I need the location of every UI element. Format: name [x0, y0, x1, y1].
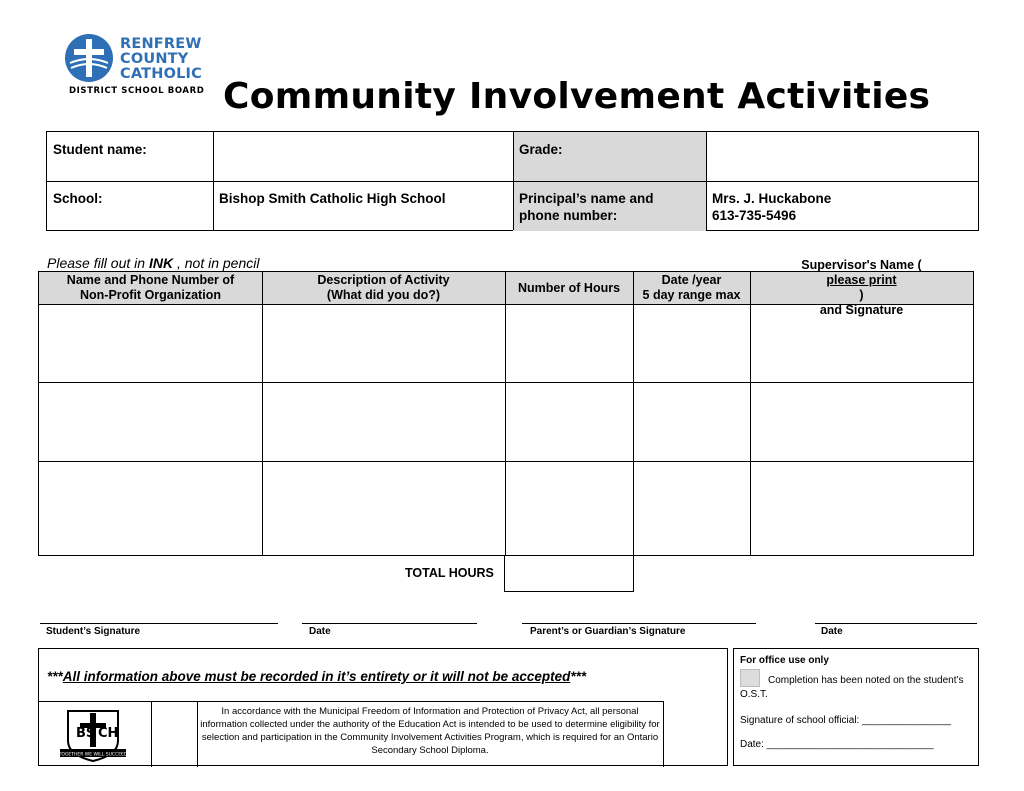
- logo-board-text: DISTRICT SCHOOL BOARD: [69, 86, 205, 96]
- total-hours-field[interactable]: [504, 555, 634, 592]
- parent-signature-label: Parent’s or Guardian’s Signature: [530, 626, 686, 637]
- total-hours-label: TOTAL HOURS: [405, 566, 494, 580]
- date-label-1: Date: [309, 626, 331, 637]
- ink-note-after: , not in pencil: [173, 255, 260, 271]
- parent-signature-line[interactable]: [522, 623, 756, 624]
- date-label-2: Date: [821, 626, 843, 637]
- principal-value: [706, 181, 978, 233]
- date-line-2[interactable]: [815, 623, 977, 624]
- activity-row-2-date-field[interactable]: [633, 382, 750, 461]
- grade-label-cell: [513, 132, 706, 181]
- notice-box: [38, 648, 728, 766]
- col-header-description-line-1: Description of Activity: [317, 273, 450, 287]
- activity-row-3-supervisor-field[interactable]: [750, 461, 973, 555]
- warning-suffix: ***: [570, 669, 587, 684]
- student-name-label: Student name:: [53, 142, 147, 157]
- col-header-supervisor: [750, 258, 973, 317]
- col-header-supervisor-line-2: and Signature: [819, 303, 904, 317]
- svg-text:BS: BS: [76, 726, 96, 741]
- official-signature-line: Signature of school official: ________________: [740, 715, 952, 726]
- office-use-title: For office use only: [740, 655, 829, 666]
- activity-row-1-organization-field[interactable]: [39, 306, 262, 382]
- principal-label-line-2: phone number:: [519, 208, 618, 223]
- col-header-date-line-2: 5 day range max: [642, 288, 741, 302]
- col-header-organization-line-2: Non-Profit Organization: [80, 288, 221, 302]
- col-header-supervisor-pre: Supervisor's Name (: [801, 258, 922, 272]
- ink-instruction: [47, 255, 259, 271]
- privacy-box: [39, 701, 664, 767]
- logo-line-2: COUNTY: [120, 51, 189, 67]
- activity-row-1-supervisor-field[interactable]: [750, 306, 973, 382]
- activity-row-3-description-field[interactable]: [262, 461, 505, 555]
- activity-row-1-hours-field[interactable]: [505, 306, 633, 382]
- activity-row-1-date-field[interactable]: [633, 306, 750, 382]
- activity-row-1-description-field[interactable]: [262, 306, 505, 382]
- student-signature-label: Student’s Signature: [46, 626, 141, 637]
- completion-text: Completion has been noted on the student’s O.S.T.: [740, 675, 964, 700]
- col-header-hours: Number of Hours: [505, 272, 633, 305]
- svg-text:TOGETHER WE WILL SUCCEED: TOGETHER WE WILL SUCCEED: [58, 752, 128, 758]
- col-header-date-line-1: Date /year: [661, 273, 722, 287]
- grade-label: Grade:: [519, 142, 563, 157]
- privacy-notice: In accordance with the Municipal Freedom of Information and Protection of Privacy Act, all personal information collected under the authority of the Education Act is intended to be used to determine eligibility for selection and participation in the Community Involvement Activities Program, which is required for an Ontario Secondary School Diploma.: [200, 706, 660, 756]
- logo-line-3: CATHOLIC: [120, 66, 202, 82]
- logo-line-1: RENFREW: [120, 36, 202, 52]
- col-header-organization-line-1: Name and Phone Number of: [66, 273, 235, 287]
- grade-field[interactable]: [706, 132, 978, 181]
- ink-note-before: Please fill out in: [47, 255, 149, 271]
- activity-row-3-hours-field[interactable]: [505, 461, 633, 555]
- board-logo-icon: [64, 33, 114, 83]
- col-header-supervisor-post: ): [859, 288, 864, 302]
- activity-row-2-description-field[interactable]: [262, 382, 505, 461]
- office-date-line: Date: ______________________________: [740, 739, 934, 750]
- activity-row-3-date-field[interactable]: [633, 461, 750, 555]
- page-title: Community Involvement Activities: [223, 76, 931, 117]
- principal-label-line-1: Principal’s name and: [519, 191, 654, 206]
- principal-label-cell: [513, 181, 706, 231]
- principal-name: Mrs. J. Huckabone: [712, 191, 832, 206]
- student-info-table: [46, 131, 979, 231]
- activity-row-2-organization-field[interactable]: [39, 382, 262, 461]
- col-header-supervisor-underlined: please print: [826, 273, 897, 287]
- col-header-description: [262, 272, 505, 305]
- warning-text: All information above must be recorded in it’s entirety or it will not be accepted: [62, 669, 571, 684]
- board-logo-text: [120, 37, 202, 82]
- date-line-1[interactable]: [302, 623, 477, 624]
- col-header-organization: [39, 272, 262, 305]
- warning-prefix: ***: [47, 669, 63, 684]
- col-header-description-line-2: (What did you do?): [326, 288, 441, 302]
- activity-row-2-hours-field[interactable]: [505, 382, 633, 461]
- school-label: School:: [53, 191, 103, 206]
- student-signature-line[interactable]: [40, 623, 278, 624]
- ink-note-emphasis: INK: [148, 255, 174, 271]
- svg-text:CH: CH: [98, 726, 119, 741]
- accuracy-warning: [47, 669, 586, 684]
- col-header-date: [633, 272, 750, 305]
- school-crest-icon: [58, 707, 128, 763]
- office-use-box: [733, 648, 979, 766]
- principal-phone: 613-735-5496: [712, 208, 797, 223]
- student-name-field[interactable]: [213, 132, 513, 181]
- school-value: Bishop Smith Catholic High School: [219, 191, 446, 206]
- activity-row-2-supervisor-field[interactable]: [750, 382, 973, 461]
- activity-row-3-organization-field[interactable]: [39, 461, 262, 555]
